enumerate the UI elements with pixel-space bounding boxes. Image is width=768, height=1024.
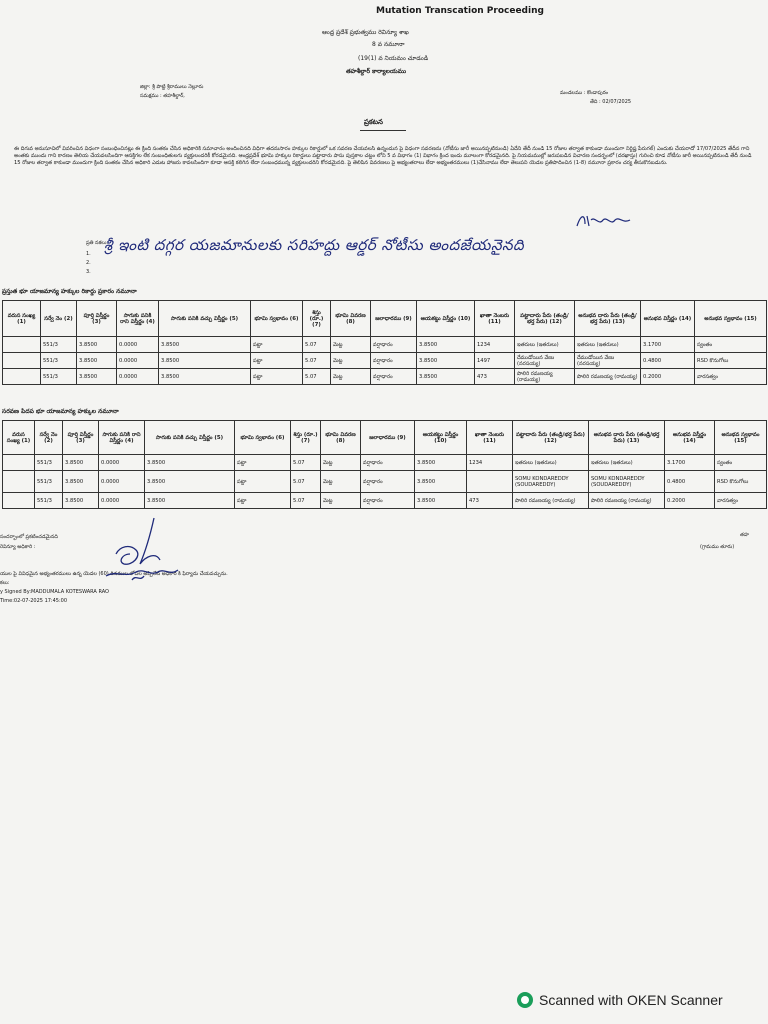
table2-header-cell: సర్వే నెం (2) — [35, 421, 63, 455]
table1-header-cell: సాగుకు పనికి వచ్చు విస్తీర్ణం (5) — [159, 301, 251, 337]
table-cell: 0.0000 — [117, 369, 159, 385]
table-cell: RSD కొనుగోలు — [715, 471, 767, 493]
table2-header-cell: ఖాతా నెంబరు (11) — [467, 421, 513, 455]
table2-header-row — [3, 421, 767, 455]
table-row — [3, 337, 767, 353]
table2-header-cell: భూమి స్వభావం (6) — [235, 421, 291, 455]
table-cell: 1234 — [475, 337, 515, 353]
table-cell: 3.8500 — [159, 337, 251, 353]
table-cell: 3.8500 — [77, 353, 117, 369]
table-cell: పొలిరి రమణయ్య (రామయ్య) — [589, 493, 665, 509]
table-cell: మెట్ట — [321, 455, 361, 471]
table-cell: 3.8500 — [159, 369, 251, 385]
table2-header-cell: వరుస సంఖ్య (1) — [3, 421, 35, 455]
table2-header-cell: శిస్తు (రూ.) (7) — [291, 421, 321, 455]
table-cell — [3, 353, 41, 369]
table1-header-cell: ఖాతా నెంబరు (11) — [475, 301, 515, 337]
table-cell: 473 — [475, 369, 515, 385]
table2-header-cell: అనుభవ దారు పేరు (తండ్రి/భర్త పేరు) (13) — [589, 421, 665, 455]
table-cell: 0.0000 — [117, 337, 159, 353]
table-cell: 0.2000 — [641, 369, 695, 385]
table1-header-row — [3, 301, 767, 337]
table1-header-cell: సర్వే నెం (2) — [41, 301, 77, 337]
district-line: జిల్లా: శ్రీ పొట్టి శ్రీరాములు నెల్లూరు — [140, 84, 204, 90]
table-cell: 0.2000 — [665, 493, 715, 509]
table-cell: 3.8500 — [63, 471, 99, 493]
table2-header-cell: ఆయకట్టు విస్తీర్ణం (10) — [415, 421, 467, 455]
table-cell: ఇతరులు (ఇతరులు) — [513, 455, 589, 471]
table-row — [3, 353, 767, 369]
proposed-rights-table — [2, 420, 767, 509]
table1-header-cell: పట్టాదారు పేరు (తండ్రి/భర్త పేరు) (12) — [515, 301, 575, 337]
table1-header-cell: అనుభవ స్వభావం (15) — [695, 301, 767, 337]
table-cell: 5.07 — [291, 493, 321, 509]
table1-header-cell: పూర్తి విస్తీర్ణం (3) — [77, 301, 117, 337]
footer-right-title: తహ — [740, 532, 750, 538]
table2-caption: సరవణ పిదప భూ యాజమాన్య హక్కుల నమూనా — [2, 408, 119, 415]
table-cell: 5.07 — [291, 471, 321, 493]
table-cell: 0.4800 — [641, 353, 695, 369]
table-cell: 551/3 — [35, 493, 63, 509]
scanner-logo-icon — [517, 992, 533, 1008]
rule-reference-line: (19(1) వ నియమం చూడండి — [358, 55, 429, 62]
document-title: Mutation Transcation Proceeding — [376, 6, 544, 16]
table2-header-cell: అనుభవ స్వభావం (15) — [715, 421, 767, 455]
handwritten-note: శ్రీ ఇంటి దగ్గర యజమానులకు సరిహద్దు ఆర్డర్ నోటీసు అందజేయనైనది — [104, 236, 525, 254]
form-number-line: 8 వ నమూనా — [372, 41, 405, 48]
table-cell: 3.8500 — [63, 455, 99, 471]
table-cell: 0.4800 — [665, 471, 715, 493]
footer-appeal-note: యుల పై వివిధమైన అభ్యంతరములు ఉన్న యెడల (60) దినముల లోపల అప్పిలేట్ అధికారి కి ఫిర్యాదు చేయవచ్చును. — [0, 571, 228, 577]
table-cell: మెట్ట — [331, 337, 371, 353]
table-cell: 551/3 — [41, 353, 77, 369]
table-cell — [3, 455, 35, 471]
current-rights-table — [2, 300, 767, 385]
table2-header-cell: పట్టాదారు పేరు (తండ్రి/భర్త పేరు) (12) — [513, 421, 589, 455]
table1-header-cell: ఆయకట్టు విస్తీర్ణం (10) — [417, 301, 475, 337]
table-cell: 3.8500 — [417, 337, 475, 353]
table-cell: ఇతరులు (ఇతరులు) — [589, 455, 665, 471]
mandal-name: మండలము : కొండాపురం — [560, 90, 609, 96]
table-cell: దేముడోయిన వేణు (నరసయ్య) — [515, 353, 575, 369]
table1-header-cell: జలాధారము (9) — [371, 301, 417, 337]
table-cell: RSD కొనుగోలు — [695, 353, 767, 369]
office-name: తహశీల్దార్ కార్యాలయము — [346, 68, 407, 75]
table-cell: పొలిరి రమణయ్య (రామయ్య) — [515, 369, 575, 385]
table-row — [3, 471, 767, 493]
table-cell: పట్టా — [251, 353, 303, 369]
scanner-text: Scanned with OKEN Scanner — [539, 992, 723, 1008]
table-cell: 5.07 — [303, 353, 331, 369]
table-cell: SOMU KONDAREDDY (SOUDAREDDY) — [589, 471, 665, 493]
table-cell: మెట్ట — [321, 471, 361, 493]
table-cell: 0.0000 — [99, 455, 145, 471]
table-row — [3, 369, 767, 385]
table2-header-cell: అనుభవ విస్తీర్ణం (14) — [665, 421, 715, 455]
table-cell: 0.0000 — [99, 471, 145, 493]
table-cell — [3, 337, 41, 353]
notice-heading: ప్రకటన — [364, 118, 383, 126]
table-cell: 3.8500 — [145, 471, 235, 493]
table-cell: 3.8500 — [63, 493, 99, 509]
officer-signature — [96, 516, 192, 590]
table1-header-cell: అనుభవ దారు పేరు (తండ్రి/భర్త పేరు) (13) — [575, 301, 641, 337]
digital-signature-line: y Signed By:MADDUMALA KOTESWARA RAO — [0, 589, 109, 595]
table2-header-cell: సాగుకు పనికి వచ్చు విస్తీర్ణం (5) — [145, 421, 235, 455]
table-row — [3, 493, 767, 509]
table-cell: 5.07 — [303, 369, 331, 385]
mandal-office-line: సమక్షము : తహశీల్దార్, — [140, 93, 185, 99]
table-cell: 551/3 — [35, 471, 63, 493]
table-cell: 551/3 — [35, 455, 63, 471]
table-cell: 0.0000 — [117, 353, 159, 369]
table-cell: 3.8500 — [415, 493, 467, 509]
table2-header-cell: జలాధారము (9) — [361, 421, 415, 455]
table-cell: వారసత్వం — [695, 369, 767, 385]
table1-header-cell: భూమి వివరణ (8) — [331, 301, 371, 337]
heading-underline — [360, 130, 406, 131]
signature-timestamp: Time:02-07-2025 17:45:00 — [0, 598, 68, 604]
table-cell: పట్టా — [251, 369, 303, 385]
table-cell: మెట్ట — [331, 353, 371, 369]
table-cell: 3.8500 — [417, 353, 475, 369]
table2-header-cell: పూర్తి విస్తీర్ణం (3) — [63, 421, 99, 455]
table-cell: 3.8500 — [145, 455, 235, 471]
table-cell: పొలిరి రమణయ్య (రామయ్య) — [575, 369, 641, 385]
copy-item-1: 1. — [86, 251, 91, 257]
table-cell: స్వంతం — [695, 337, 767, 353]
table-cell: దేముడోయిన వేణు (నరసయ్య) — [575, 353, 641, 369]
table-cell: 551/3 — [41, 369, 77, 385]
table-cell: 3.8500 — [145, 493, 235, 509]
table-cell: 1234 — [467, 455, 513, 471]
table1-header-cell: అనుభవ విస్తీర్ణం (14) — [641, 301, 695, 337]
copy-item-2: 2. — [86, 260, 91, 266]
department-line: ఆంధ్ర ప్రదేశ్ ప్రభుత్వము రెవిన్యూ శాఖ — [322, 29, 409, 36]
scanner-watermark — [517, 992, 723, 1008]
footer-revenue-officer: రెవిన్యూ అధికారి : — [0, 544, 36, 550]
table-cell: పట్టా — [235, 455, 291, 471]
table-cell: పట్టా — [251, 337, 303, 353]
table-cell: వర్షాధారం — [361, 471, 415, 493]
table-cell: పట్టా — [235, 471, 291, 493]
table-cell: 551/3 — [41, 337, 77, 353]
copy-item-3: 3. — [86, 269, 91, 275]
table-cell: 3.8500 — [77, 337, 117, 353]
table1-caption: ప్రస్తుత భూ యాజమాన్య హక్కుల రికార్డు ప్రకారం నమూనా — [2, 288, 137, 295]
footer-label: కలు: — [0, 580, 10, 586]
notice-date: తేది : 02/07/2025 — [590, 99, 632, 105]
footer-declaration: సందర్భాంలో ప్రకటించడమైనది — [0, 534, 58, 540]
table-cell: 3.8500 — [415, 471, 467, 493]
copies-label: ప్రతి నకలు: — [86, 240, 109, 246]
table-cell: వర్షాధారం — [371, 369, 417, 385]
table-cell: 0.0000 — [99, 493, 145, 509]
table-cell: వారసత్వం — [715, 493, 767, 509]
table-cell: పొలిరి రమణయ్య (రామయ్య) — [513, 493, 589, 509]
table-cell — [3, 369, 41, 385]
table1-header-cell: శిస్తు (రూ.) (7) — [303, 301, 331, 337]
table-cell: ఇతరులు (ఇతరులు) — [515, 337, 575, 353]
table-cell: 3.1700 — [641, 337, 695, 353]
table-cell: 3.8500 — [77, 369, 117, 385]
table1-header-cell: భూమి స్వభావం (6) — [251, 301, 303, 337]
table-row — [3, 455, 767, 471]
table2-header-cell: భూమి వివరణ (8) — [321, 421, 361, 455]
table-cell: వర్షాధారం — [361, 455, 415, 471]
table-cell: వర్షాధారం — [371, 353, 417, 369]
table-cell: మెట్ట — [321, 493, 361, 509]
notice-paragraph: ఈ దిగువ అనుసూచిలో వివరించిన విధంగా సంబంధించినట్లు ఈ క్రింది సంతకం చేసిన అధికారికి సమాచారం అందించినది విధిగా తదనుసారం హక్కుల రికార్డులో ఒక సవరణ చేయవలసి ఉన్నందున పై విధంగా సవరణను (నోటీసు జారీ అయినప్పటినుండి) ఏదేని తేదీ నుండి 15 రోజుల తర్వాత కాకుండా ముందుగా నిర్దిష్ట పేరుగల్) ఎందుకు చేయరాదో 17/07/2025 తేదీన గాని అంతకు ముందు గాని కారణం తెలియ చేయవలసిందిగా ఆసక్తిగల లేక సంబంధితులగు వ్యక్తులందరికీ కోరడమైనది. ఆంధ్రప్రదేశ్ భూమి హక్కుల రికార్డులు పట్టాదారు పాసు పుస్తకాల చట్టం లోని 5 వ విభాగం (1) విభాగం క్రింద ఇందు మూలంగా కోరడమైనది. పై నియమముల్లో జరుపబడిన విచారణ సందర్భంలో (దరఖాస్తు) గురించి కూడ నోటీసు జారీ అయినప్పటినుండి తేదీ నుండి 15 రోజుల తర్వాత కాకుండా ముందుగా క్రింది సంతకం చేసిన అధికారి ఎదుట హాజరు కావలసిందిగా కూడా ఆసక్తి కలిగిన లేదా సంబంధమున్న వ్యక్తులందరిని కోరడమైనది. పై తెలిపిన వివరణలు పై అభ్యంతరాలు లేదా అభ్యంతరములు (1)చేసినాము లేదా తెలుపని యెడల ప్రతిపాదించిన (1-8) నమూనా ప్రకారం చర్య తీసుకొనబడును. — [14, 146, 752, 166]
table-cell: 3.1700 — [665, 455, 715, 471]
table-cell: 3.8500 — [159, 353, 251, 369]
footer-right-village: (గ్రామము తూరు) — [700, 544, 735, 550]
table-cell: 5.07 — [291, 455, 321, 471]
table-cell: 1497 — [475, 353, 515, 369]
table-cell — [3, 493, 35, 509]
table-cell: వర్షాధారం — [361, 493, 415, 509]
table-cell: SOMU KONDAREDDY (SOUDAREDDY) — [513, 471, 589, 493]
table-cell: ఇతరులు (ఇతరులు) — [575, 337, 641, 353]
table-cell: 3.8500 — [415, 455, 467, 471]
table-cell: స్వంతం — [715, 455, 767, 471]
table-cell: 473 — [467, 493, 513, 509]
table-cell — [3, 471, 35, 493]
table2-header-cell: సాగుకు పనికి రాని విస్తీర్ణం (4) — [99, 421, 145, 455]
initials-signature — [575, 212, 635, 230]
table-cell: పట్టా — [235, 493, 291, 509]
table-cell: వర్షాధారం — [371, 337, 417, 353]
table-cell — [467, 471, 513, 493]
table-cell: 3.8500 — [417, 369, 475, 385]
table1-header-cell: సాగుకు పనికి రాని విస్తీర్ణం (4) — [117, 301, 159, 337]
table-cell: మెట్ట — [331, 369, 371, 385]
table-cell: 5.07 — [303, 337, 331, 353]
table1-header-cell: వరుస సంఖ్య (1) — [3, 301, 41, 337]
